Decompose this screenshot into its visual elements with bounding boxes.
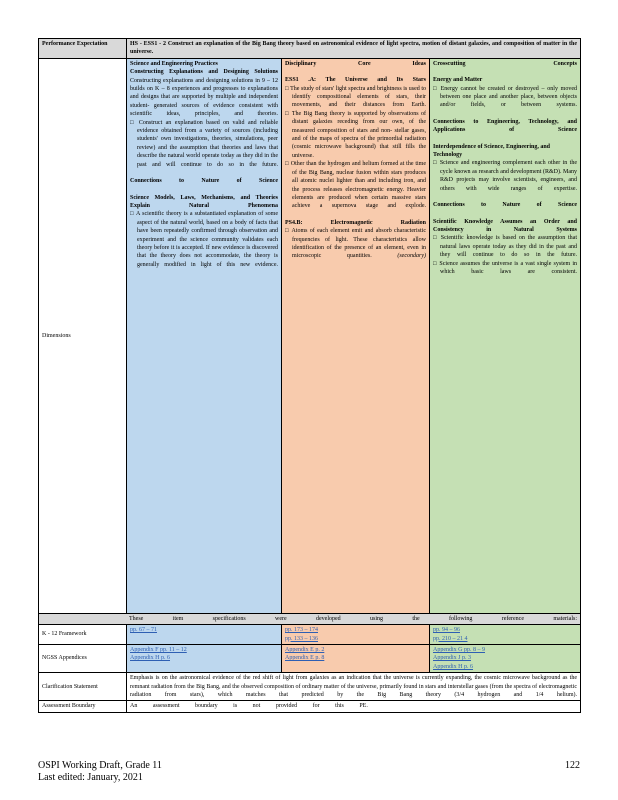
appendix-link[interactable]: Appendix J p. 3 [433,655,471,662]
dci-bullet: □ The Big Bang theory is supported by observations of distant galaxies receding from our own, of the measured composition of stars and non- stellar gases, and of the maps of spectra of the primordial radiation (cosmic microwave background) that still fills the universe. [285,110,426,159]
sep-nos-bullet: □ A scientific theory is a substantiated explanation of some aspect of the natural world, based on a body of facts that have been repeatedly confirmed through observation and experiment and the science community validates each theory before it is accepted. If new evidence is discovered that the theory does not accommodate, the theory is generally modified in light of this new evidence. [130,211,278,268]
cc-eta-subheading: Interdependence of Science, Engineering, and Technology [433,143,550,159]
cc-bullet: □ Scientific knowledge is based on the assumption that natural laws operate today as they did in the past and they will continue to do so in the future. [433,235,578,259]
framework-label: K - 12 Framework [39,625,127,645]
framework-cc-pages[interactable]: pp. 210 – 21 4 [433,635,468,642]
framework-sep-cell [127,625,282,645]
sep-bullet: □ Construct an explanation based on valid and reliable evidence obtained from a variety of sources (including students' own investigations, theories, simulations, peer review) and the assumption that theories and laws that describe the natural world operate today as they did in the past and will continue to do so in the future. [130,119,278,168]
framework-row [39,625,581,645]
materials-row [39,613,581,624]
cc-nos-subheading: Scientific Knowledge Assumes an Order and Consistency in Natural Systems [433,218,578,233]
footer-draft: OSPI Working Draft, Grade 11 [38,760,162,771]
clarification-row [39,673,581,701]
dci-bullet: □ Other than the hydrogen and helium formed at the time of the Big Bang, nuclear fusion within stars produces all atomic nuclei lighter than and including iron, and the process releases electromagnetic energy. Heavier elements are produced when certain massive stars achieve a supernova stage and explode. [285,161,426,210]
boundary-row [39,701,581,712]
appendix-link[interactable]: Appendix H p. 6 [130,655,170,662]
cc-subheading: Energy and Matter [433,77,483,84]
sep-column [127,58,282,613]
dci-column [282,58,430,613]
appendix-link[interactable]: Appendix E p. 2 [285,647,325,654]
sep-nos-subheading: Science Models, Laws, Mechanisms, and Theories Explain Natural Phenomena [130,194,278,209]
boundary-label: Assessment Boundary [39,701,127,712]
cc-column [430,58,581,613]
appendix-link[interactable]: Appendix H p. 6 [433,663,473,670]
framework-dci-pages[interactable]: pp. 173 – 174 [285,627,318,634]
framework-cc-pages[interactable]: pp. 94 – 96 [433,627,460,634]
framework-cc-cell [430,625,581,645]
sep-paragraph: Constructing explanations and designing solutions in 9 – 12 builds on K – 8 experiences and progresses to explanations and designs that are supported by multiple and independent student- generated sources of evidence consistent with scientific ideas, principles, and theories. [130,77,278,118]
dci-bullet-text: □ Atoms of each element emit and absorb characteristic frequencies of light. These characteristics allow identification of the presence of an element, even in microscopic quantities. [285,228,426,260]
materials-note: These item specifications were developed using the following reference materials: [39,613,581,624]
document-page [38,38,580,758]
appendices-row [39,645,581,673]
dci-bullet: □ The study of stars' light spectra and brightness is used to identify compositional elements of stars, their movements, and their distances from Earth. [285,85,426,109]
cc-bullet: □ Science assumes the universe is a vast single system in which basic laws are consistent. [433,260,578,275]
pe-text [127,39,581,59]
framework-sep-pages[interactable]: pp. 67 – 71 [130,627,157,634]
clarification-label: Clarification Statement [39,673,127,701]
pe-row [39,39,581,59]
pe-table [38,38,581,713]
framework-dci-pages[interactable]: pp. 133 – 136 [285,635,318,642]
pe-label: Performance Expectation [39,39,127,59]
footer [38,760,162,784]
cc-heading: Crosscutting Concepts [433,60,578,67]
boundary-text: An assessment boundary is not provided for this PE. [127,701,581,712]
appendices-dci-cell [282,645,430,673]
appendix-link[interactable]: Appendix E p. 8 [285,655,325,662]
appendix-link[interactable]: Appendix F pp. 11 – 12 [130,647,187,654]
dci-heading: Disciplinary Core Ideas [285,60,426,67]
page-number: 122 [565,760,580,771]
appendices-cc-cell [430,645,581,673]
dimensions-row [39,58,581,613]
framework-dci-cell [282,625,430,645]
sep-subheading: Constructing Explanations and Designing Solutions [130,69,278,76]
appendix-link[interactable]: Appendix G pp. 8 – 9 [433,647,485,654]
appendices-sep-cell [127,645,282,673]
footer-edited: Last edited: January, 2021 [38,772,143,783]
sep-nos-heading: Connections to Nature of Science [130,178,278,185]
cc-eta-heading: Connections to Engineering, Technology, and Applications of Science [433,118,578,134]
pe-statement: HS - ESS1 - 2 Construct an explanation of the Big Bang theory based on astronomical evidence of light spectra, motion of distant galaxies, and composition of matter in the universe. [130,41,578,56]
appendices-label: NGSS Appendices [39,645,127,673]
secondary-tag: (secondary) [397,253,426,260]
dci-bullet [285,227,426,261]
cc-bullet: □ Science and engineering complement each other in the cycle known as research and development (R&D). Many R&D projects may involve scientists, engineers, and others with wide ranges of expertise. [433,160,578,192]
cc-bullet: □ Energy cannot be created or destroyed – only moved between one place and another place, between objects and/or fields, or between systems. [433,85,578,109]
dci-ps4-heading: PS4.B: Electromagnetic Radiation [285,219,426,226]
clarification-text: Emphasis is on the astronomical evidence of the red shift of light from galaxies as an indication that the universe is currently expanding, the cosmic microwave background as the remnant radiation from the Big Bang, and the observed composition of ordinary matter of the universe, primarily found in stars and interstellar gases (from the spectra of electromagnetic radiation from stars), which matches that predicted by the Big Bang theory (3/4 hydrogen and 1/4 helium). [127,673,581,701]
sep-heading: Science and Engineering Practices [130,60,218,67]
dimensions-label: Dimensions [39,58,127,613]
cc-nos-heading: Connections to Nature of Science [433,202,578,209]
dci-subheading: ESS1 .A: The Universe and Its Stars [285,77,426,84]
